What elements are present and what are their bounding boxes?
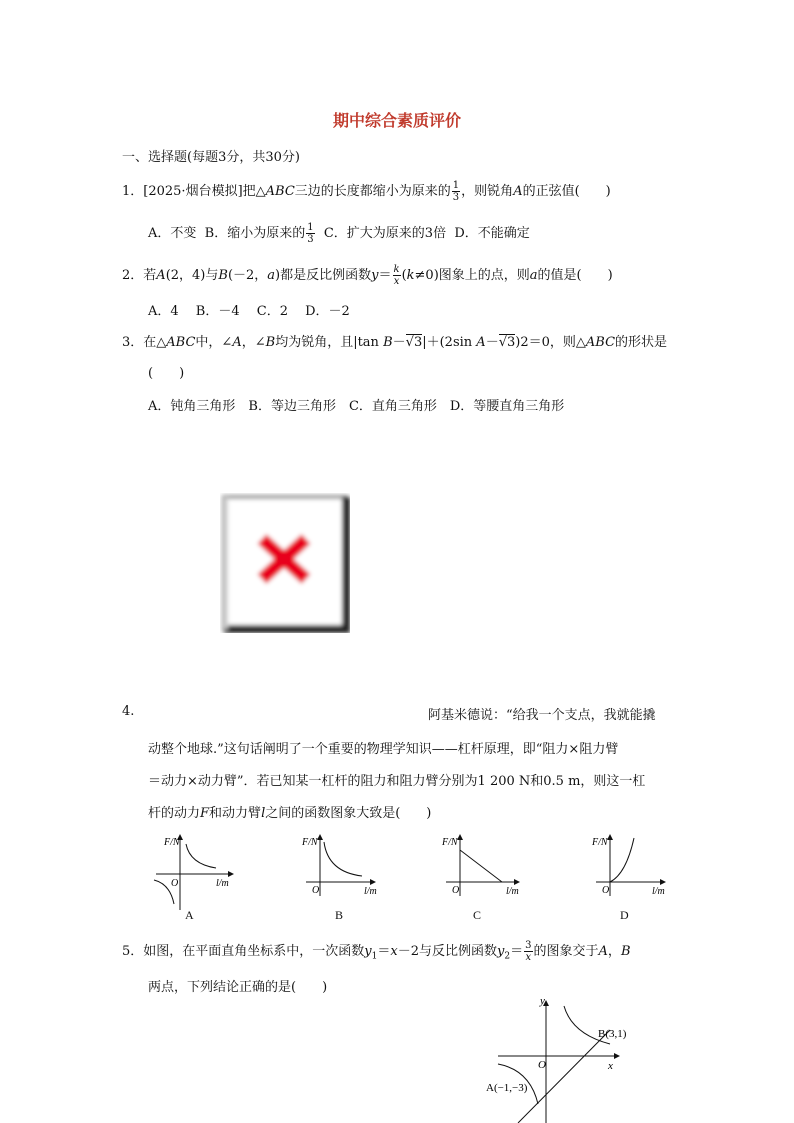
figure-y-label: y (540, 995, 545, 1007)
fraction: $\frac{1}{3}$ (307, 222, 314, 245)
graph-origin: O (312, 885, 320, 896)
figure-point-b: B(3,1) (598, 1028, 627, 1040)
question-3-paren: ( ) (148, 366, 185, 381)
question-2-options: A．4 B．－4 C．2 D．－2 (148, 304, 350, 319)
graph-ylabel: F/N (592, 837, 608, 848)
question-4-line-4: 杆的动力F和动力臂l之间的函数图象大致是( ) (148, 806, 432, 821)
question-5-line-2: 两点，下列结论正确的是( ) (148, 980, 328, 995)
graph-option-d (578, 830, 674, 920)
question-4-line-2: 动整个地球.”这句话阐明了一个重要的物理学知识——杠杆原理，即“阻力×阻力臂 (148, 742, 619, 757)
question-1-stem: 1．[2025·烟台模拟]把△ABC三边的长度都缩小为原来的 $\frac{1}{3}$ ，则锐角A的正弦值( ) (122, 180, 611, 203)
question-4-line-3: ＝动力×动力臂”．若已知某一杠杆的阻力和阻力臂分别为1 200 N和0.5 m，则这一杠 (148, 774, 646, 789)
fraction: $\frac{1}{3}$ (452, 180, 460, 203)
coordinate-figure (480, 994, 630, 1123)
fraction: $\frac{3}{x}$ (525, 940, 532, 963)
graph-ylabel: F/N (302, 837, 318, 848)
figure-point-a: A(−1,−3) (486, 1082, 528, 1094)
graph-option-a (150, 830, 240, 920)
question-1-options: A．不变 B．缩小为原来的 $\frac{1}{3}$ C．扩大为原来的3倍 D．不能确定 (148, 222, 530, 245)
question-3-stem: 3．在△ABC中，∠A，∠B均为锐角，且|tan B－√3|＋(2sin A－√3)2＝0，则△ABC的形状是 (122, 335, 668, 350)
question-4-number: 4. (122, 704, 135, 719)
question-3-options: A．钝角三角形 B．等边三角形 C．直角三角形 D．等腰直角三角形 (148, 399, 565, 414)
question-4-line-1: 阿基米德说：“给我一个支点，我就能撬 (428, 708, 656, 723)
figure-origin: O (538, 1059, 546, 1071)
graph-origin: O (602, 885, 610, 896)
graph-caption-c: C (473, 908, 482, 922)
graph-xlabel: l/m (216, 878, 229, 889)
graph-xlabel: l/m (364, 886, 377, 897)
graph-caption-b: B (335, 908, 344, 922)
graph-ylabel: F/N (164, 837, 180, 848)
graph-caption-a: A (185, 908, 194, 922)
graph-origin: O (171, 878, 179, 889)
figure-x-label: x (608, 1060, 613, 1072)
graph-ylabel: F/N (442, 837, 458, 848)
graph-caption-d: D (620, 908, 629, 922)
broken-image-icon (220, 493, 350, 633)
broken-image (220, 493, 350, 633)
graph-xlabel: l/m (652, 886, 665, 897)
page-title: 期中综合素质评价 (332, 111, 461, 130)
question-2-stem: 2．若A(2，4)与B(－2，a)都是反比例函数y＝ $\frac{k}{x}$ (k≠0)图象上的点，则a的值是( ) (122, 264, 613, 287)
question-5-stem: 5．如图，在平面直角坐标系中，一次函数$y_1=x-2$与反比例函数$y_2=$ $\frac{3}{x}$ 的图象交于A，B (122, 940, 631, 963)
fraction: $\frac{k}{x}$ (393, 264, 400, 287)
graph-option-b (292, 830, 382, 920)
section-heading: 一、选择题(每题3分，共30分) (122, 150, 300, 165)
graph-origin: O (452, 885, 460, 896)
graph-option-c (432, 830, 528, 920)
graph-xlabel: l/m (506, 886, 519, 897)
